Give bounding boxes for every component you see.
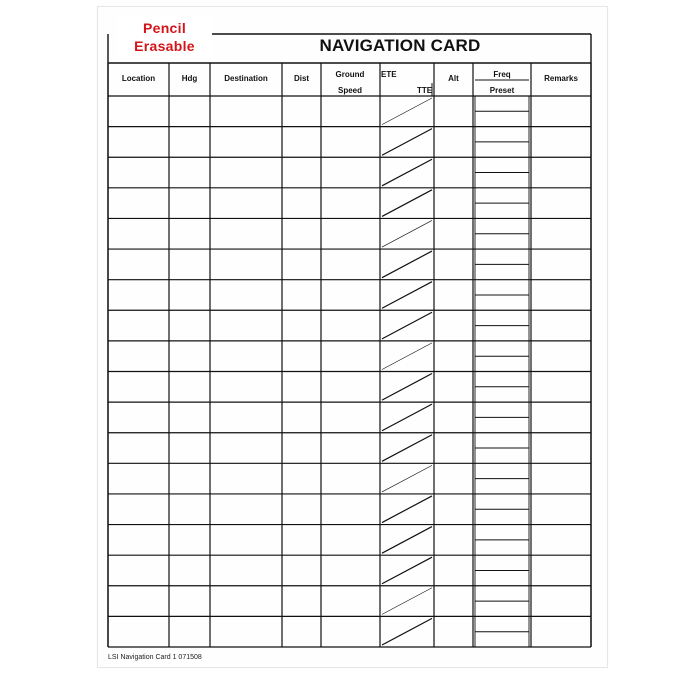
ete-tte-diagonal bbox=[382, 251, 432, 278]
ete-tte-diagonal bbox=[382, 282, 432, 309]
sticker-line-1: Pencil bbox=[142, 20, 187, 36]
card-title: NAVIGATION CARD bbox=[319, 36, 481, 55]
ete-tte-diagonal bbox=[382, 496, 432, 523]
ete-tte-diagonal bbox=[382, 159, 432, 186]
header-ete: ETE bbox=[381, 70, 397, 79]
header-speed: Speed bbox=[337, 86, 362, 95]
header-hdg: Hdg bbox=[181, 74, 198, 83]
ete-tte-diagonal bbox=[382, 343, 432, 370]
ete-tte-diagonal bbox=[382, 220, 432, 247]
ete-tte-diagonal bbox=[382, 435, 432, 462]
header-freq: Freq bbox=[493, 70, 511, 79]
ete-tte-diagonal bbox=[382, 465, 432, 492]
ete-tte-diagonal bbox=[382, 190, 432, 217]
header-dist: Dist bbox=[293, 74, 310, 83]
ete-tte-diagonal bbox=[382, 374, 432, 401]
ete-tte-diagonal bbox=[382, 312, 432, 339]
ete-tte-diagonal bbox=[382, 404, 432, 431]
header-location: Location bbox=[121, 74, 156, 83]
footer-text: LSI Navigation Card 1 071508 bbox=[108, 654, 202, 661]
ete-tte-diagonal bbox=[382, 618, 432, 645]
header-alt: Alt bbox=[448, 74, 459, 83]
header-destination: Destination bbox=[224, 74, 268, 83]
header-ground: Ground bbox=[335, 70, 365, 79]
sticker-line-2: Erasable bbox=[134, 38, 195, 54]
ete-tte-diagonal bbox=[382, 98, 432, 125]
header-preset: Preset bbox=[489, 86, 515, 95]
ete-tte-diagonal bbox=[382, 129, 432, 156]
ete-tte-diagonal bbox=[382, 557, 432, 584]
header-remarks: Remarks bbox=[544, 74, 578, 83]
header-tte: TTE bbox=[417, 86, 433, 95]
pencil-erasable-sticker bbox=[117, 16, 212, 58]
ete-tte-diagonal bbox=[382, 527, 432, 554]
ete-tte-diagonal bbox=[382, 588, 432, 615]
